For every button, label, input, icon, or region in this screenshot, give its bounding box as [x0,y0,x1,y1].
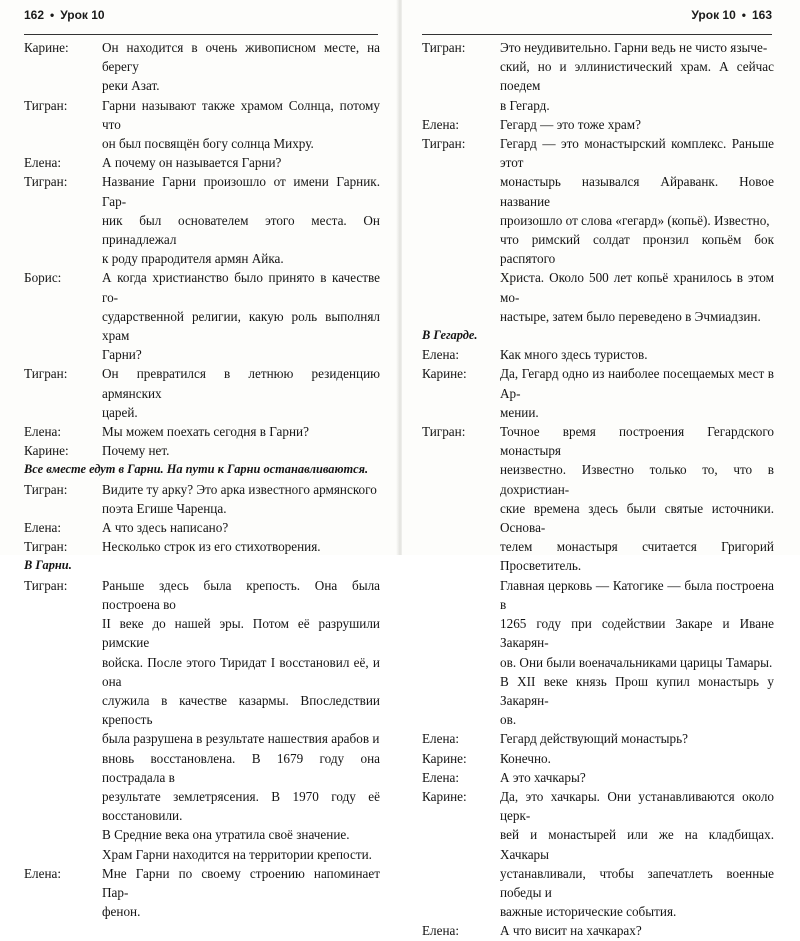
text-line: Гегард — это тоже храм? [500,116,641,132]
right-page-text [422,38,774,941]
text-line: вей и монастырей или же на кладбищах. Хачкары [500,827,774,862]
text-line: Это неудивительно. Гарни ведь не чисто языче- [500,40,768,55]
text-line: телем монастыря считается Григорий Просветитель. [500,539,774,574]
dialogue-text [102,364,380,422]
dialogue-text [500,134,774,326]
speaker-name: Тигран: [24,577,68,593]
dialogue-turn [24,422,380,441]
text-line: настыре, затем было переведено в Эчмиадзин. [500,308,761,324]
dialogue-text [500,729,774,748]
dialogue-text [500,749,774,768]
text-line: Название Гарни произошло от имени Гарник. Гар- [102,174,380,209]
stage-direction: В Гегарде. [422,328,478,343]
dialogue-turn [422,768,774,787]
text-line: служила в качестве казармы. Впоследствии крепость [102,692,380,728]
speaker-name: Елена: [422,116,460,132]
dialogue-turn [24,576,380,864]
text-line: монастырь назывался Айраванк. Новое название [500,174,774,209]
speaker-name: Тигран: [24,481,68,497]
text-line: устанавливали, чтобы запечатлеть военные победы и [500,865,774,900]
speaker-name: Карине: [422,366,467,382]
text-line: войска. После этого Тиридат I восстановил её, и она [102,654,380,689]
speaker-name: Тигран: [24,97,68,113]
dialogue-text [500,345,774,364]
text-line: фенон. [102,904,141,920]
header-rule [422,34,772,35]
text-line: Как много здесь туристов. [500,347,648,363]
text-line: Раньше здесь была крепость. Она была построена во [102,577,380,612]
speaker-name: Елена: [422,731,460,747]
speaker-name: Тигран: [422,40,466,55]
speaker-name: Тигран: [24,366,68,382]
text-line: ские времена здесь были святые источники. Основа- [500,500,774,536]
dialogue-text [500,38,774,115]
text-line: результате землетрясения. В 1970 году её восстановили. [102,788,380,824]
section-title: Урок 10 [691,8,736,22]
dialogue-turn [422,38,774,115]
text-line: Главная церковь — Катогике — была построена в [500,577,774,612]
text-line: 1265 году при содействии Закаре и Иване Закарян- [500,616,774,651]
text-line: реки Азат. [102,78,160,94]
speaker-name: Тигран: [422,424,466,440]
right-page-header [422,0,772,30]
dialogue-turn [422,134,774,326]
text-line: Почему нет. [102,443,170,459]
text-line: важные исторические события. [500,904,677,920]
text-line: II веке до нашей эры. Потом её разрушили римские [102,616,380,651]
header-rule [24,34,378,35]
text-line: Он превратился в летнюю резиденцию армянских [102,366,380,401]
dialogue-turn [24,537,380,556]
text-line: ник был основателем этого места. Он принадлежал [102,212,380,248]
dialogue-text [102,576,380,864]
dialogue-turn [422,115,774,134]
text-line: Христа. Около 500 лет копьё хранилось в этом мо- [500,270,774,305]
text-line: Храм Гарни находится на территории крепости. [102,846,372,862]
dialogue-turn [24,364,380,422]
dialogue-turn [422,345,774,364]
text-line: Точное время построения Гегардского монастыря [500,424,774,459]
text-line: была разрушена в результате нашествия арабов и [102,731,380,747]
text-line: мении. [500,404,539,420]
text-line: Гарни называют также храмом Солнца, потому что [102,97,380,132]
text-line: В XII веке князь Прош купил монастырь у Закарян- [500,673,774,708]
page-number: 162 [24,8,45,22]
text-line: он был посвящён богу солнца Михру. [102,136,314,152]
text-line: ов. Они были военачальниками царицы Тамары. [500,654,773,670]
dialogue-text [500,768,774,787]
text-line: А что здесь написано? [102,520,229,536]
speaker-name: Карине: [422,750,467,766]
dialogue-text [500,787,774,921]
text-line: Он находится в очень живописном месте, на берегу [102,40,380,75]
dialogue-text [102,537,380,556]
speaker-name: Карине: [422,788,467,804]
dialogue-text [102,38,380,96]
text-line: Гегард — это монастырский комплекс. Раньше этот [500,136,774,171]
text-line: к роду прародителя армян Айка. [102,251,284,267]
text-line: Мне Гарни по своему строению напоминает Пар- [102,865,380,900]
text-line: поэта Егише Чаренца. [102,500,227,516]
dialogue-text [102,480,380,518]
text-line: вновь восстановлена. В 1679 году она пострадала в [102,750,380,785]
text-line: Да, это хачкары. Они устанавливаются около церк- [500,788,774,824]
left-page-header [24,0,378,30]
dialogue-turn [422,921,774,940]
text-line: А что висит на хачкарах? [500,923,642,939]
dialogue-text [500,921,774,940]
dialogue-text [102,96,380,154]
text-line: Мы можем поехать сегодня в Гарни? [102,424,309,440]
speaker-name: Тигран: [24,539,68,555]
stage-direction: Все вместе едут в Гарни. На пути к Гарни останавливаются. [24,462,369,477]
speaker-name: Елена: [24,155,62,171]
dialogue-turn [422,364,774,422]
text-line: произошло от слова «гегард» (копьё). Известно, [500,212,770,228]
dialogue-text [500,422,774,729]
dialogue-turn [24,268,380,364]
header-separator: • [50,8,55,22]
text-line: Несколько строк из его стихотворения. [102,539,321,555]
page-number: 163 [751,8,772,22]
dialogue-text [102,172,380,268]
text-line: В Средние века она утратила своё значение. [102,827,350,843]
dialogue-turn [24,172,380,268]
dialogue-text [102,153,380,172]
dialogue-turn [24,38,380,96]
speaker-name: Тигран: [422,136,466,152]
dialogue-text [102,518,380,537]
speaker-name: Тигран: [24,174,68,190]
dialogue-turn [24,96,380,154]
dialogue-text [500,115,774,134]
text-line: А это хачкары? [500,769,586,785]
text-line: сударственной религии, какую роль выполнял храм [102,308,380,344]
speaker-name: Елена: [422,347,460,363]
right-page [402,0,800,939]
dialogue-turn [24,153,380,172]
dialogue-turn [422,787,774,921]
speaker-name: Елена: [422,769,460,785]
dialogue-turn [422,749,774,768]
text-line: Да, Гегард одно из наиболее посещаемых мест в Ар- [500,366,774,401]
dialogue-turn [24,480,380,518]
text-line: в Гегард. [500,97,550,113]
speaker-name: Елена: [24,424,62,440]
dialogue-text [102,864,380,922]
dialogue-turn [422,422,774,729]
dialogue-text [102,268,380,364]
dialogue-turn [24,518,380,537]
left-page [0,0,398,920]
dialogue-text [500,364,774,422]
stage-direction: В Гарни. [24,558,72,573]
speaker-name: Борис: [24,270,62,286]
text-line: Гарни? [102,347,142,363]
text-line: Видите ту арку? Это арка известного армянского [102,481,377,497]
text-line: Гегард действующий монастырь? [500,731,688,747]
left-page-text [24,38,380,921]
text-line: что римский солдат пронзил копьём бок распятого [500,232,774,267]
text-line: А почему он называется Гарни? [102,155,282,171]
dialogue-text [102,441,380,460]
speaker-name: Карине: [24,40,69,55]
dialogue-text [102,422,380,441]
dialogue-turn [24,864,380,922]
text-line: царей. [102,404,138,420]
text-line: неизвестно. Известно только то, что в дохристиан- [500,462,774,497]
header-separator: • [741,8,746,22]
speaker-name: Елена: [24,865,62,881]
text-line: ский, но и эллинистический храм. А сейчас поедем [500,59,774,94]
text-line: А когда христианство было принято в качестве го- [102,270,380,305]
dialogue-turn [422,729,774,748]
section-title: Урок 10 [60,8,105,22]
speaker-name: Карине: [24,443,69,459]
speaker-name: Елена: [422,923,460,939]
text-line: Конечно. [500,750,551,766]
speaker-name: Елена: [24,520,62,536]
text-line: ов. [500,712,517,728]
dialogue-turn [24,441,380,460]
